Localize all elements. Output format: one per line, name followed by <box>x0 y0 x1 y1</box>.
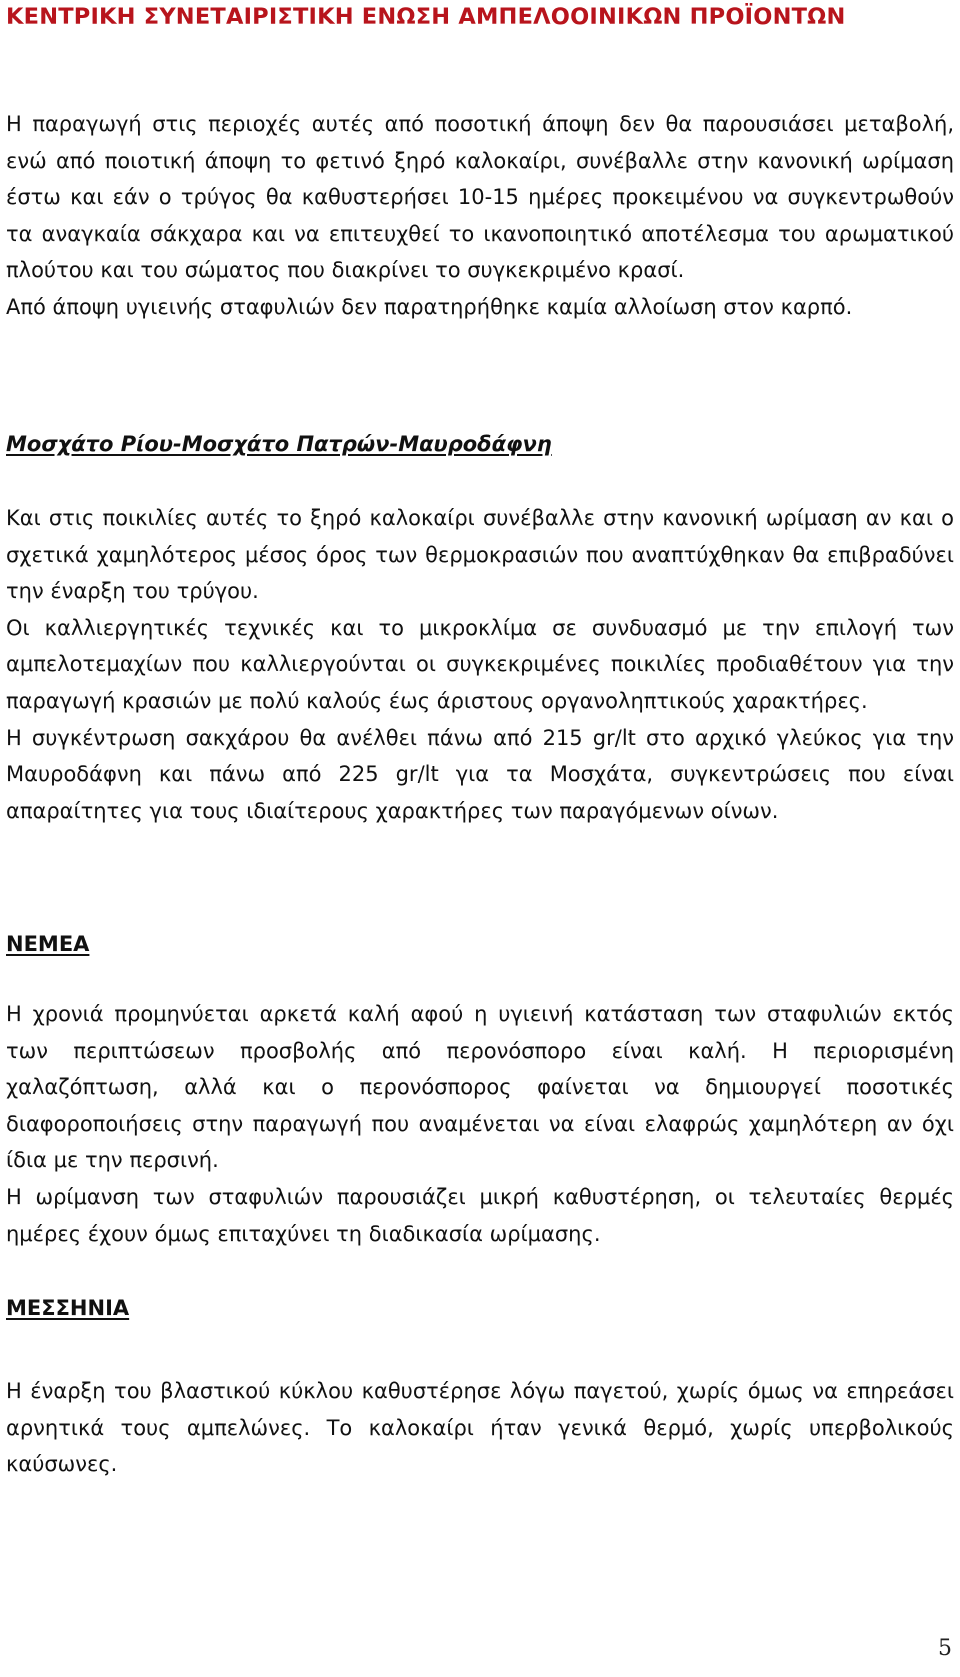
section-heading-messinia: ΜΕΣΣΗΝΙΑ <box>6 1296 130 1320</box>
intro-paragraph-2: Από άποψη υγιεινής σταφυλιών δεν παρατηρήθηκε καμία αλλοίωση στον καρπό. <box>6 294 853 319</box>
nemea-paragraph-2: Η ωρίμανση των σταφυλιών παρουσιάζει μικρή καθυστέρηση, οι τελευταίες θερμές ημέρες έχουν όμως επιταχύνει τη διαδικασία ωρίμασης. <box>6 1184 954 1246</box>
section-body-messinia <box>6 1373 954 1483</box>
section-heading-moschato: Μοσχάτο Ρίου-Μοσχάτο Πατρών-Μαυροδάφνη <box>6 432 552 456</box>
header-title: ΚΕΝΤΡΙΚΗ ΣΥΝΕΤΑΙΡΙΣΤΙΚΗ ΕΝΩΣΗ ΑΜΠΕΛΟΟΙΝΙΚΩΝ ΠΡΟΪΟΝΤΩΝ <box>6 4 846 30</box>
page-number: 5 <box>938 1636 952 1661</box>
moschato-paragraph-2: Οι καλλιεργητικές τεχνικές και το μικροκλίμα σε συνδυασμό με την επιλογή των αμπελοτεμαχίων που καλλιεργούνται οι συγκεκριμένες ποικιλίες προδιαθέτουν για την παραγωγή κρασιών με πολύ καλούς έως άριστους οργανοληπτικούς χαρακτήρες. <box>6 615 954 713</box>
nemea-paragraph-1: Η χρονιά προμηνύεται αρκετά καλή αφού η υγιεινή κατάσταση των σταφυλιών εκτός των περιπτώσεων προσβολής από περονόσπορο είναι καλή. Η περιορισμένη χαλαζόπτωση, αλλά και ο περονόσπορος φαίνεται να δημιουργεί ποσοτικές διαφοροποιήσεις στην παραγωγή που αναμένεται να είναι ελαφρώς χαμηλότερη αν όχι ίδια με την περσινή. <box>6 1002 954 1173</box>
section-body-moschato <box>6 500 954 829</box>
moschato-paragraph-1: Και στις ποικιλίες αυτές το ξηρό καλοκαίρι συνέβαλλε στην κανονική ωρίμαση αν και ο σχετικά χαμηλότερος μέσος όρος των θερμοκρασιών που αναπτύχθηκαν θα επιβραδύνει την έναρξη του τρύγου. <box>6 506 954 604</box>
messinia-paragraph-1: Η έναρξη του βλαστικού κύκλου καθυστέρησε λόγω παγετού, χωρίς όμως να επηρεάσει αρνητικά τους αμπελώνες. Το καλοκαίρι ήταν γενικά θερμό, χωρίς υπερβολικούς καύσωνες. <box>6 1379 954 1477</box>
moschato-paragraph-3: Η συγκέντρωση σακχάρου θα ανέλθει πάνω από 215 gr/lt στο αρχικό γλεύκος για την Μαυροδάφνη και πάνω από 225 gr/lt για τα Μοσχάτα, συγκεντρώσεις που είναι απαραίτητες για τους ιδιαίτερους χαρακτήρες των παραγόμενων οίνων. <box>6 725 954 823</box>
section-heading-nemea: ΝΕΜΕΑ <box>6 932 90 956</box>
intro-paragraph-1: Η παραγωγή στις περιοχές αυτές από ποσοτική άποψη δεν θα παρουσιάσει μεταβολή, ενώ από ποιοτική άποψη το φετινό ξηρό καλοκαίρι, συνέβαλλε στην κανονική ωρίμαση έστω και εάν ο τρύγος θα καθυστερήσει 10-15 ημέρες προκειμένου να συγκεντρωθούν τα αναγκαία σάκχαρα και να επιτευχθεί το ικανοποιητικό αποτέλεσμα του αρωματικού πλούτου και του σώματος που διακρίνει το συγκεκριμένο κρασί. <box>6 112 954 283</box>
intro-text <box>6 106 954 326</box>
section-body-nemea <box>6 996 954 1252</box>
